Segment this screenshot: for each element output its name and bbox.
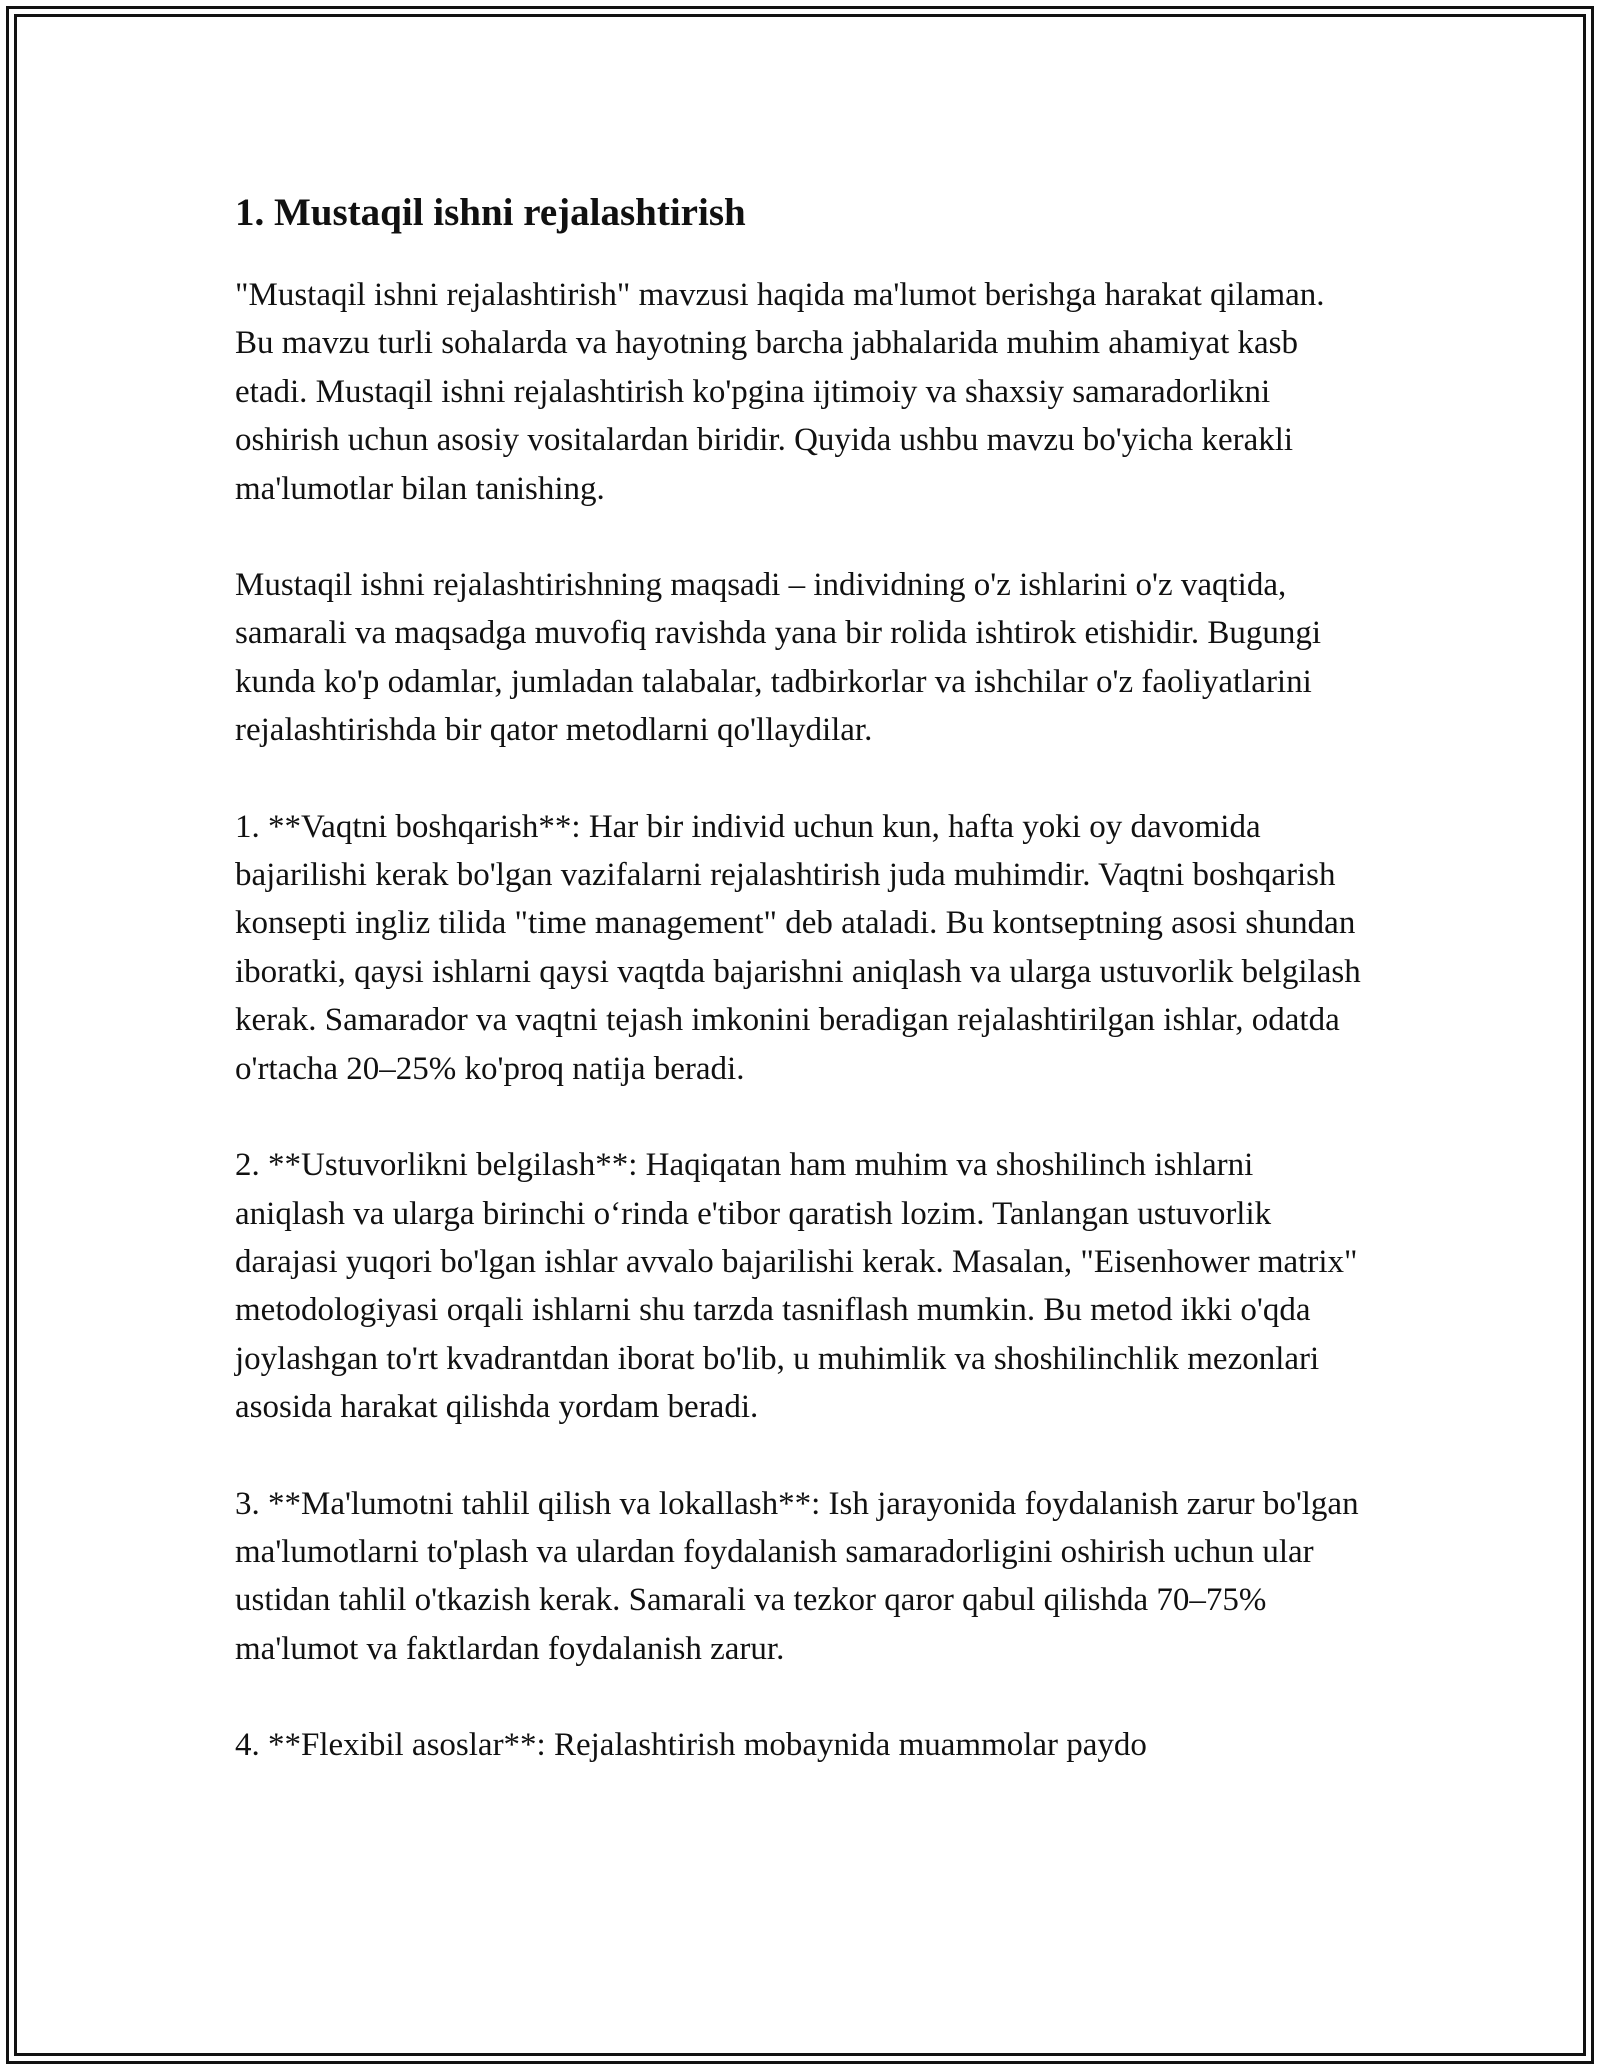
paragraph-purpose: Mustaqil ishni rejalashtirishning maqsadi – individning o'z ishlarini o'z vaqtida, samarali va maqsadga muvofiq ravishda yana bir rolida ishtirok etishidir. Bugungi kunda ko'p odamlar, jumladan talabalar, tadbirkorlar va ishchilar o'z faoliyatlarini rejalashtirishda bir qator metodlarni qo'llaydilar.: [235, 567, 1322, 749]
section-heading: 1. Mustaqil ishni rejalashtirish: [235, 191, 746, 234]
paragraph-time-management: 1. **Vaqtni boshqarish**: Har bir individ uchun kun, hafta yoki oy davomida bajarilishi kerak bo'lgan vazifalarni rejalashtirish juda muhimdir. Vaqtni boshqarish konsepti ingliz tilida "time management" deb ataladi. Bu kontseptning asosi shundan iboratki, qaysi ishlarni qaysi vaqtda bajarishni aniqlash va ularga ustuvorlik belgilash kerak. Samarador va vaqtni tejash imkonini beradigan rejalashtirilgan ishlar, odatda o'rtacha 20–25% ko'proq natija beradi.: [235, 808, 1361, 1087]
paragraph-intro: "Mustaqil ishni rejalashtirish" mavzusi haqida ma'lumot berishga harakat qilaman. Bu mavzu turli sohalarda va hayotning barcha jabhalarida muhim ahamiyat kasb etadi. Mustaqil ishni rejalashtirish ko'pgina ijtimoiy va shaxsiy samaradorlikni oshirish uchun asosiy vositalardan biridir. Quyida ushbu mavzu bo'yicha kerakli ma'lumotlar bilan tanishing.: [235, 277, 1325, 507]
paragraph-data-analysis: 3. **Ma'lumotni tahlil qilish va lokallash**: Ish jarayonida foydalanish zarur bo'lgan ma'lumotlarni to'plash va ulardan foydalanish samaradorligini oshirish uchun ular ustidan tahlil o'tkazish kerak. Samarali va tezkor qaror qabul qilishda 70–75% ma'lumot va faktlardan foydalanish zarur.: [235, 1485, 1359, 1667]
paragraph-flexible-basis: 4. **Flexibil asoslar**: Rejalashtirish mobaynida muammolar paydo: [235, 1727, 1147, 1764]
document-body: [235, 183, 1365, 1818]
paragraph-prioritization: 2. **Ustuvorlikni belgilash**: Haqiqatan ham muhim va shoshilinch ishlarni aniqlash va ularga birinchi o‘rinda e'tibor qaratish lozim. Tanlangan ustuvorlik darajasi yuqori bo'lgan ishlar avvalo bajarilishi kerak. Masalan, "Eisenhower matrix" metodologiyasi orqali ishlarni shu tarzda tasniflash mumkin. Bu metod ikki o'qda joylashgan to'rt kvadrantdan iborat bo'lib, u muhimlik va shoshilinchlik mezonlari asosida harakat qilishda yordam beradi.: [235, 1147, 1358, 1426]
